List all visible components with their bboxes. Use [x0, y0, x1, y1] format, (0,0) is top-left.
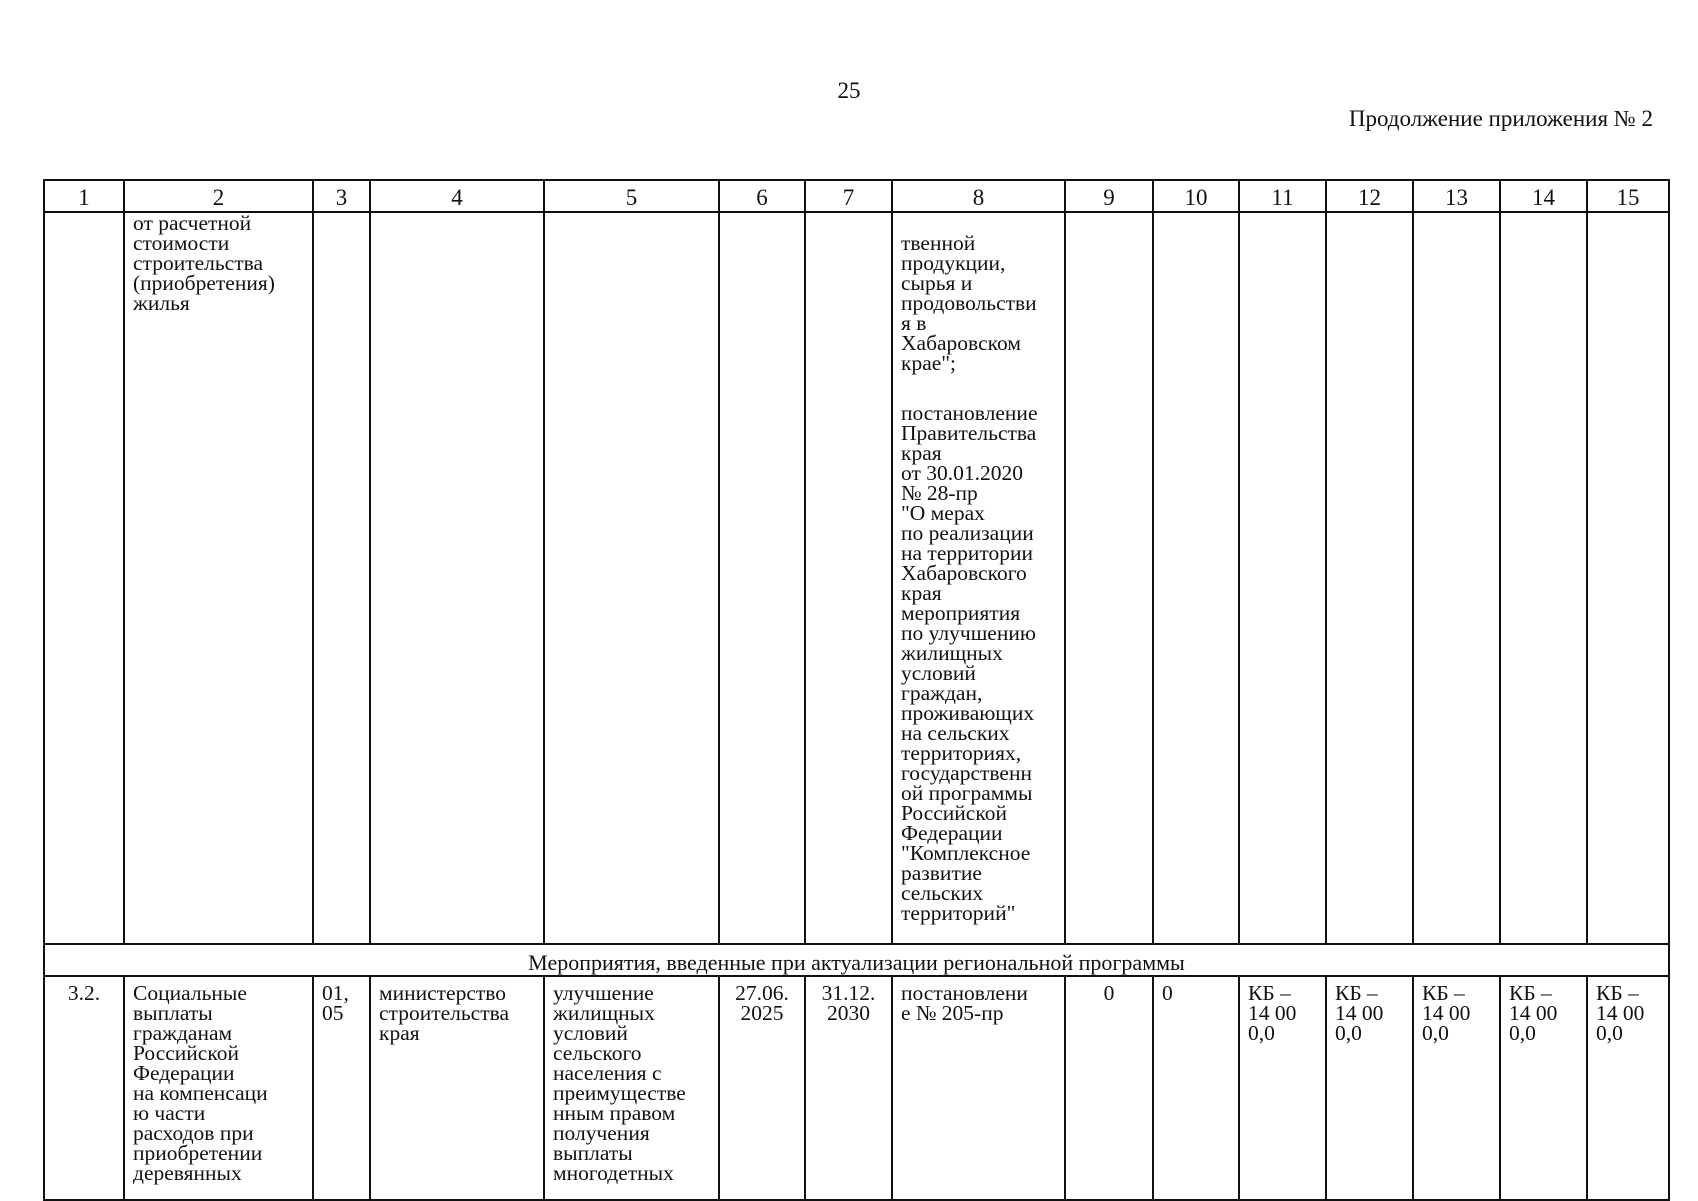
header-col-10: 10 [1153, 180, 1239, 212]
cont-cell-7 [805, 212, 892, 944]
appendix-continuation-note: Продолжение приложения № 2 [1348, 106, 1653, 131]
header-col-5: 5 [544, 180, 719, 212]
section-row [44, 944, 1669, 976]
funding-col-14: КБ – 14 00 0,0 [1500, 976, 1587, 1200]
cont-cell-15 [1587, 212, 1669, 944]
cont-cell-9 [1065, 212, 1153, 944]
legal-basis-text-2: постановление Правительства края от 30.01.2020 № 28-пр "О мерах по реализации на территории Хабаровского края мероприятия по улучшению жилищных условий граждан, проживающих на сельских территориях, государственн ой программы Российской Федерации "Комплексное развитие сельских территорий" [901, 401, 1038, 925]
header-col-7: 7 [805, 180, 892, 212]
value-col-10: 0 [1153, 976, 1239, 1200]
end-date: 31.12. 2030 [805, 976, 892, 1200]
cont-cell-1 [44, 212, 124, 944]
cont-cell-4 [370, 212, 544, 944]
responsible-executor: министерство строительства края [370, 976, 544, 1200]
cont-cell-2: от расчетной стоимости строительства (приобретения) жилья [124, 212, 313, 944]
header-col-13: 13 [1413, 180, 1500, 212]
header-col-11: 11 [1239, 180, 1326, 212]
header-col-3: 3 [313, 180, 370, 212]
value-col-9: 0 [1065, 976, 1153, 1200]
funding-col-12: КБ – 14 00 0,0 [1326, 976, 1413, 1200]
header-col-15: 15 [1587, 180, 1669, 212]
start-date: 27.06. 2025 [719, 976, 805, 1200]
program-table [43, 179, 1670, 1201]
cont-cell-3 [313, 212, 370, 944]
header-col-8: 8 [892, 180, 1065, 212]
item-number: 3.2. [44, 976, 124, 1200]
continuation-row [44, 212, 1669, 944]
task-codes: 01, 05 [313, 976, 370, 1200]
measure-name: Социальные выплаты гражданам Российской Федерации на компенсаци ю части расходов при приобретении деревянных [124, 976, 313, 1200]
cont-cell-10 [1153, 212, 1239, 944]
cont-cell-12 [1326, 212, 1413, 944]
legal-basis-text-1: твенной продукции, сырья и продовольстви я в Хабаровском крае"; [901, 231, 1037, 375]
funding-col-15: КБ – 14 00 0,0 [1587, 976, 1669, 1200]
funding-col-13: КБ – 14 00 0,0 [1413, 976, 1500, 1200]
header-col-4: 4 [370, 180, 544, 212]
cont-cell-8 [892, 212, 1065, 944]
column-number-header-row [44, 180, 1669, 212]
table-row [44, 976, 1669, 1200]
header-col-14: 14 [1500, 180, 1587, 212]
header-col-6: 6 [719, 180, 805, 212]
funding-col-11: КБ – 14 00 0,0 [1239, 976, 1326, 1200]
header-col-2: 2 [124, 180, 313, 212]
cont-cell-13 [1413, 212, 1500, 944]
legal-basis: постановлени е № 205-пр [892, 976, 1065, 1200]
section-title: Мероприятия, введенные при актуализации региональной программы [44, 944, 1669, 976]
cont-cell-11 [1239, 212, 1326, 944]
expected-result: улучшение жилищных условий сельского населения с преимуществе нным правом получения выплаты многодетных [544, 976, 719, 1200]
header-col-12: 12 [1326, 180, 1413, 212]
page-number: 25 [837, 78, 861, 103]
cont-cell-14 [1500, 212, 1587, 944]
cont-cell-5 [544, 212, 719, 944]
cont-cell-6 [719, 212, 805, 944]
header-col-1: 1 [44, 180, 124, 212]
header-col-9: 9 [1065, 180, 1153, 212]
